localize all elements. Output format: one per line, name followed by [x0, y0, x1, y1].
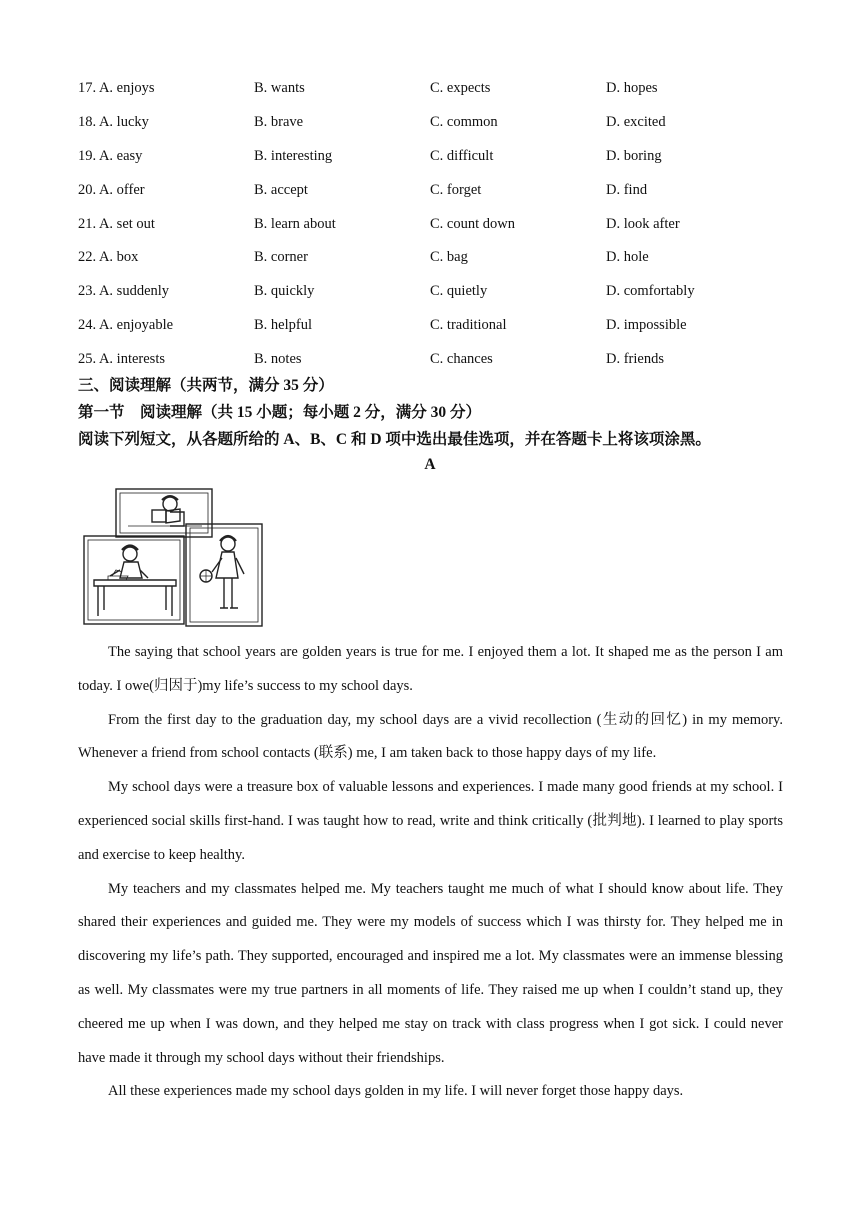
option-a: 20. A. offer [78, 181, 145, 198]
passage-paragraph: All these experiences made my school days golden in my life. I will never forget those happy days. [108, 1083, 684, 1100]
option-b: B. notes [254, 350, 302, 367]
option-a: 25. A. interests [78, 350, 165, 367]
option-b: B. learn about [254, 215, 336, 232]
option-c: C. quietly [430, 283, 488, 300]
option-c: C. traditional [430, 316, 507, 333]
option-d: D. find [606, 181, 648, 198]
section-title: 三、阅读理解（共两节，满分 35 分） [78, 377, 334, 394]
multiple-choice-options [78, 72, 798, 376]
question-row-23 [78, 275, 798, 309]
question-row-25 [78, 342, 798, 376]
option-b: B. helpful [254, 316, 312, 333]
option-b: B. wants [254, 80, 305, 97]
question-row-18 [78, 106, 798, 140]
option-d: D. impossible [606, 316, 687, 333]
option-d: D. look after [606, 215, 680, 232]
option-c: C. forget [430, 181, 482, 198]
option-d: D. hole [606, 249, 649, 266]
question-row-21 [78, 207, 798, 241]
question-row-20 [78, 173, 798, 207]
option-c: C. expects [430, 80, 491, 97]
option-d: D. friends [606, 350, 664, 367]
option-d: D. hopes [606, 80, 658, 97]
option-c: C. bag [430, 249, 468, 266]
question-row-17 [78, 72, 798, 106]
option-a: 17. A. enjoys [78, 80, 155, 97]
option-b: B. accept [254, 181, 308, 198]
option-c: C. count down [430, 215, 515, 232]
option-a: 21. A. set out [78, 215, 155, 232]
option-b: B. corner [254, 249, 308, 266]
option-b: B. interesting [254, 147, 333, 164]
option-a: 19. A. easy [78, 147, 143, 164]
section-instruction: 阅读下列短文，从各题所给的 A、B、C 和 D 项中选出最佳选项，并在答题卡上将该项涂黑。 [78, 431, 711, 448]
school-days-illustration [82, 486, 264, 628]
option-b: B. brave [254, 114, 304, 131]
question-row-24 [78, 309, 798, 343]
question-row-19 [78, 140, 798, 174]
reading-passage [78, 636, 783, 1109]
option-c: C. difficult [430, 147, 494, 164]
option-a: 18. A. lucky [78, 114, 149, 131]
passage-label: A [424, 456, 436, 473]
option-c: C. chances [430, 350, 493, 367]
passage-paragraph: The saying that school years are golden years is true for me. I enjoyed them a lot. It shaped me as the person I am today. I owe(归因于)my life’s success to my school days. [78, 644, 783, 694]
option-a: 24. A. enjoyable [78, 316, 174, 333]
passage-paragraph: My teachers and my classmates helped me. My teachers taught me much of what I should know about life. They shared their experiences and guided me. They were my models of success which I was thirsty for. They helped me in discovering my life’s path. They supported, encouraged and inspired me a lot. My classmates were an immense blessing as well. My classmates were my true partners in all moments of life. They raised me up when I couldn’t stand up, they cheered me up when I was down, and they helped me stay on track with class progress when I got sick. I could never have made it through my school days without their friendships. [78, 880, 783, 1066]
section-subtitle: 第一节 阅读理解（共 15 小题；每小题 2 分，满分 30 分） [78, 404, 482, 421]
option-b: B. quickly [254, 283, 315, 300]
passage-paragraph: From the first day to the graduation day, my school days are a vivid recollection (生动的回忆) in my memory. Whenever a friend from school contacts (联系) me, I am taken back to those happy days of my life. [78, 711, 783, 762]
option-c: C. common [430, 114, 498, 131]
passage-paragraph: My school days were a treasure box of valuable lessons and experiences. I made many good friends at my school. I experienced social skills first-hand. I was taught how to read, write and think critically (批判地). I learned to play sports and exercise to keep healthy. [78, 779, 783, 863]
option-a: 23. A. suddenly [78, 283, 170, 300]
option-a: 22. A. box [78, 249, 139, 266]
question-row-22 [78, 241, 798, 275]
option-d: D. boring [606, 147, 662, 164]
option-d: D. comfortably [606, 283, 695, 300]
option-d: D. excited [606, 114, 666, 131]
